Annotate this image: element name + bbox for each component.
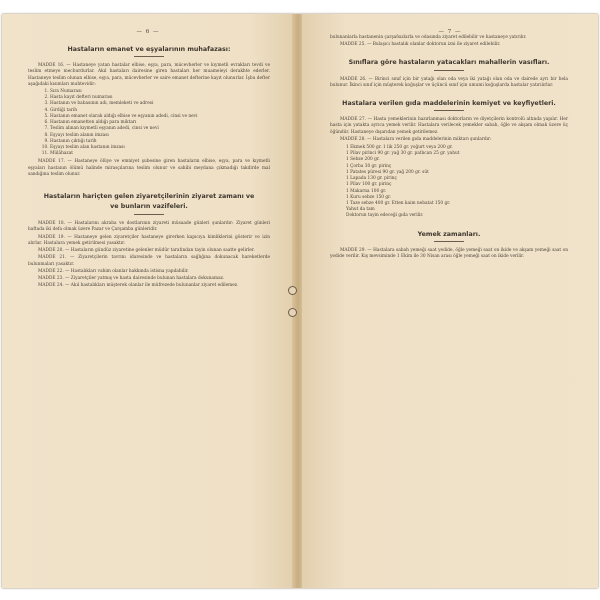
page-number: — 7 — — [438, 29, 462, 35]
list-item: 1 Makarna 100 gr. — [346, 188, 387, 194]
section-title: Hastaların hariçten gelen ziyaretçilerinin ziyaret zamanı ve ve bunların vazifeleri. — [28, 192, 270, 215]
binding-hole — [288, 286, 297, 295]
list-item: 1 Çorba 30 gr. pirinç — [346, 163, 392, 169]
paragraph: bulunanlarla hastanenin çarşafsızlarla ve odasında ziyaret edilebilir ve hastaneye yatırılır. — [330, 35, 527, 40]
binding-hole — [288, 308, 297, 317]
paragraph: MADDE 23. — Ziyaretçiler yatmış ve hasta dairesinde bulunan hastalara dokunamaz. — [38, 275, 225, 281]
list-item: 6. Hastanın emanetten aldığı para miktarı — [50, 120, 270, 126]
paragraph: MADDE 22. — Hastalıkları vahim olanlar hakkında istisna yapılabilir. — [38, 268, 189, 274]
paragraph: MADDE 16. — Hastaneye yatan hastalar elbise, eşya, para, mücevherler ve kıymetli evrakları tevdi ve teslim etmeye mecburdurlar. Akıl hastaları dairesine giren hastaları her muameleyi derakhte ederler. Hastaneye teslim olunan elbise, eşya, para, mücevherler ve saire emanet defterine kayıt olunurlar. İşbu defter aşağıdaki kısımları muhtevidir: — [28, 63, 270, 87]
right-page — [302, 14, 598, 588]
paragraph: MADDE 24. — Akıl hastalıkları müşterek olanlar ile müfrezede bulunanlar ziyaret edilemez. — [38, 283, 239, 289]
list-item: 1 Pilav pirinci 90 gr. yağ 30 gr. patlıcan 25 gr. yahut — [346, 151, 460, 157]
paragraph: MADDE 19. — Hastaneye gelen ziyaretçiler hastaneye girerken kapıcıya kimliklerini gösterir ve izin alırlar. Hastalara yemek getirilmesi yasaktır. — [28, 234, 270, 246]
list-item: 1 Lapada 130 gr. pirinç — [346, 176, 397, 182]
list-item: 4. Girdiği tarih — [50, 108, 270, 114]
section-title: Hastaların emanet ve eşyalarının muhafazası: — [28, 45, 270, 57]
paragraph: MADDE 17. — Hastaneye ölüye ve emniyet şubesine giren hastaların elbise, eşya, para ve kıymetli eşyaları hastanın ölümü halinde mirasçılarına teslim olunur ve sahibi meydana çıkmadığı takdirde mal sandığına teslim olunur. — [28, 159, 270, 177]
list-item: 11. Mülâhazat — [50, 151, 270, 157]
paragraph: MADDE 21. — Ziyaretçilerin tavrını idaresinde ve hastaların sağlığına dokunacak hareketlerde bulunmaları yasaktır. — [28, 255, 270, 267]
list-item: 1 Kuru sebze 150 gr. — [346, 194, 392, 200]
list-item: 8. Eşyayı teslim alanın imzası — [50, 133, 270, 139]
register-fields-list — [28, 89, 270, 157]
paragraph: MADDE 20. — Hastaların gündüz ziyaretine gelenler müdür tarafından tayin olunan saatte gelirler. — [38, 248, 255, 254]
list-item: 7. Teslim alınan kıymetli eşyanın adedi, cinsi ve nevi — [50, 126, 270, 132]
left-page — [2, 14, 294, 588]
paragraph: MADDE 27. — Hasta yemeklerinin hazırlanması doktorların ve diyetçilerin kontrolü altında yapılır. Her hasta için yatakta ayrıca yemek verilir. Hastalara verilecek yemekler sabah, öğle ve akşam olmak üzere üç öğündür. Hastaneye dışarıdan yemek getirilemez. — [330, 117, 568, 135]
list-item: 9. Hastanın çıktığı tarih — [50, 139, 270, 145]
list-item: 1. Sıra Numarası — [50, 89, 270, 95]
list-item: 1 Pilav 100 gr. pirinç — [346, 182, 392, 188]
food-list — [346, 145, 568, 220]
paragraph: MADDE 25. — Bulaşıcı hastalık olanlar doktorun izni ile ziyaret edilebilir. — [340, 42, 501, 48]
paragraph: MADDE 28. — Hastalara verilen gıda maddelerinin miktarı şunlardır: — [340, 136, 492, 142]
list-item: 3. Hastanın ve babasının adı, memleketi ve adresi — [50, 101, 270, 107]
section-title: Hastalara verilen gıda maddelerinin kemiyet ve keyfiyetleri. — [330, 99, 568, 111]
page-number: — 6 — — [136, 29, 160, 35]
list-item: 5. Hastanın emanet olarak aldığı elbise ve eşyanın adedi, cinsi ve nevi — [50, 114, 270, 120]
list-item: 1 Taze sebze 400 gr. Etten kaim nebatat 150 gr. — [346, 200, 451, 206]
list-item: 2. Hasta kayıt defteri numarası — [50, 95, 270, 101]
list-item: 1 Patates püresi 90 gr. yağ 200 gr. süt — [346, 169, 429, 175]
paragraph: MADDE 29. — Hastalara sabah yemeği saat yedide, öğle yemeği saat on ikide ve akşam yemeği saat on yedide verilir. Kış mevsiminde 1 Ekim ile 30 Nisan arası öğle yemeği saat on ikide verilir. — [330, 247, 568, 259]
list-item: 1 Ekmek 500 gr. 1 lik 250 gr. yoğurt veya 200 gr. — [346, 145, 453, 150]
list-item: Yahut da tam — [346, 207, 375, 213]
section-title: Yemek zamanları. — [330, 230, 568, 242]
list-item: 10. Eşyayı teslim alan hastanın imzası — [50, 145, 270, 151]
paragraph: MADDE 18. — Hastalarını akraba ve dostlarının ziyareti müsaade günleri şunlardır: Ziyaret günleri haftada iki defa olmak üzere Pazar ve Çarşamba günleridir. — [28, 221, 270, 233]
paragraph: MADDE 26. — Birinci sınıf için bir yatağı olan oda veya iki yatağı olan oda ve dairede ayrı bir hela bulunur. İkinci sınıf için müşterek koğuşlar ve üçüncü sınıf için umumi koğuşlarda hastalar yatırılırlar. — [330, 76, 568, 88]
list-item: 1 Sebze 200 gr. — [346, 157, 380, 163]
section-title: Sınıflara göre hastaların yatacakları mahallerin vasıfları. — [330, 58, 568, 70]
list-item: Doktorun tayin edeceği gıda verilir. — [346, 213, 424, 219]
book-spread — [2, 14, 598, 588]
